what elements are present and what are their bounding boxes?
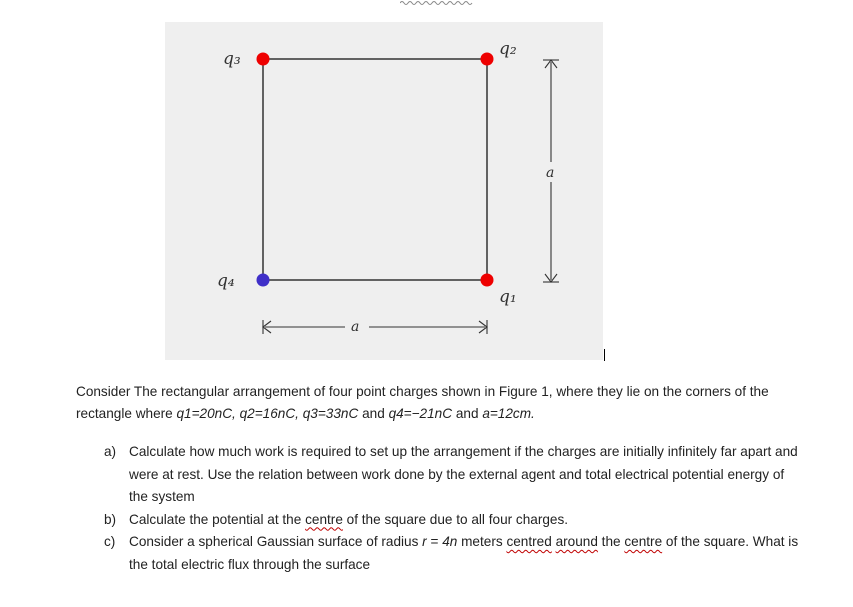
question-list — [104, 441, 804, 576]
spellcheck-word: around — [555, 534, 598, 549]
question-b — [104, 509, 804, 532]
equals-sign: = — [426, 534, 443, 549]
q4-value: q4=−21nC — [388, 406, 453, 421]
q3-value: q3=33nC — [302, 406, 359, 421]
and-word-2: and — [455, 406, 479, 421]
spellcheck-word: centre — [305, 511, 343, 527]
charge-q1-label: q₁ — [499, 287, 517, 307]
horizontal-dimension-arrow — [263, 321, 487, 333]
text-cursor — [604, 349, 605, 361]
radius-symbol: r — [422, 534, 427, 549]
question-c — [104, 531, 804, 576]
radius-value: 4n — [442, 534, 458, 549]
spellcheck-word: centred — [506, 534, 552, 549]
question-marker: b) — [104, 511, 117, 527]
intro-text: Consider The rectangular arrangement of four point charges shown in Figure 1, where they lie on the corners of the rectangle where — [76, 384, 769, 421]
question-a — [104, 441, 804, 509]
charge-q2-label: q₂ — [499, 39, 517, 59]
question-marker: a) — [104, 444, 117, 459]
vertical-side-label: a — [546, 165, 555, 181]
charge-q2-dot — [481, 53, 494, 66]
charge-q4-dot — [257, 274, 270, 287]
question-text-pre: Consider a spherical Gaussian surface of radius — [129, 534, 423, 549]
figure-panel — [165, 22, 603, 360]
question-text-post: of the square. What is the total electric flux through the surface — [129, 534, 799, 572]
spellcheck-word: centre — [624, 534, 663, 549]
question-marker: c) — [104, 534, 116, 549]
square-outline — [263, 59, 487, 280]
problem-intro — [76, 381, 776, 425]
question-text: Calculate how much work is required to set up the arrangement if the charges are initially infinitely far apart and were at rest. Use the relation between work done by the external agent and total electrical potential energy of the system — [129, 444, 798, 504]
question-text-post: of the square due to all four charges. — [342, 511, 569, 527]
horizontal-side-label: a — [351, 319, 360, 335]
charge-q3-dot — [257, 53, 270, 66]
q1-value: q1=20nC, — [176, 406, 236, 421]
question-text-mid: the — [597, 534, 625, 549]
charge-square-diagram — [165, 22, 603, 360]
charge-q1-dot — [481, 274, 494, 287]
q2-value: q2=16nC, — [239, 406, 299, 421]
and-word-1: and — [362, 406, 385, 421]
question-text-mid: meters — [457, 534, 507, 549]
a-value: a=12cm. — [482, 406, 535, 421]
question-text-pre: Calculate the potential at the — [129, 511, 306, 527]
charge-q4-label: q₄ — [217, 271, 235, 291]
charge-q3-label: q₃ — [223, 49, 241, 69]
